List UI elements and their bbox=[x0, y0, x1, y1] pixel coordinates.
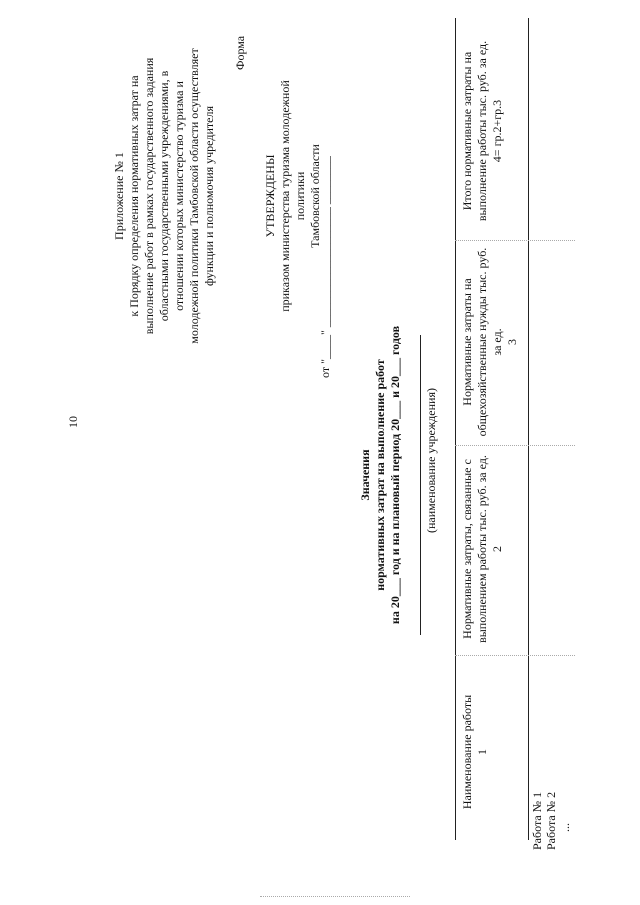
table-col-divider-1 bbox=[455, 655, 575, 656]
table-header-3 bbox=[460, 244, 520, 440]
scan-artifact-line bbox=[260, 896, 410, 897]
approval-line-1: приказом министерства туризма молодежной политики bbox=[278, 80, 307, 312]
appendix-line-6: функции и полномочия учредителя bbox=[202, 106, 216, 286]
appendix-title: Приложение № 1 bbox=[112, 152, 126, 240]
header-4-text: Итого нормативные затраты на выполнение работы тыс. руб. за ед. bbox=[460, 40, 489, 222]
table-header-4 bbox=[460, 28, 505, 234]
approval-block bbox=[263, 56, 323, 336]
appendix-line-2: выполнение работ в рамках государственного задания bbox=[142, 57, 156, 335]
table-col-divider-2 bbox=[455, 445, 575, 446]
header-2-text: Нормативные затраты, связанные с выполнением работы тыс. руб. за ед. bbox=[460, 455, 489, 643]
header-4-number: 4= гр.2+гр.3 bbox=[490, 99, 504, 163]
header-2-number: 2 bbox=[490, 546, 504, 552]
table-header-line bbox=[455, 18, 456, 840]
approval-date-line: от "____" ____________________ ________ bbox=[318, 156, 332, 378]
table-header-bottom-line bbox=[528, 18, 529, 840]
header-1-text: Наименование работы bbox=[460, 694, 474, 810]
approval-title: УТВЕРЖДЕНЫ bbox=[263, 154, 277, 238]
page-number: 10 bbox=[66, 416, 80, 428]
table-header-1 bbox=[460, 668, 490, 836]
table-row: ... bbox=[558, 823, 572, 832]
institution-underline bbox=[420, 335, 421, 635]
heading-line-2: нормативных затрат на выполнение работ bbox=[373, 359, 387, 591]
appendix-line-4: отношении которых министерство туризма и bbox=[172, 81, 186, 311]
form-label: Форма bbox=[233, 35, 247, 70]
table-row: Работа № 2 bbox=[544, 791, 558, 850]
heading-line-3: на 20___ год и на плановый период 20___ и 20___ годов bbox=[388, 325, 402, 625]
table-col-divider-3 bbox=[455, 240, 575, 241]
heading-block bbox=[358, 325, 403, 625]
header-3-text: Нормативные затраты на общехозяйственные нужды тыс. руб. за ед. bbox=[460, 247, 504, 437]
institution-caption: (наименование учреждения) bbox=[424, 388, 438, 533]
appendix-block bbox=[112, 36, 217, 356]
approval-line-2: Тамбовской области bbox=[308, 144, 322, 248]
header-1-number: 1 bbox=[475, 749, 489, 755]
table-row: Работа № 1 bbox=[530, 791, 544, 850]
table-header-2 bbox=[460, 451, 505, 647]
appendix-line-5: молодежной политики Тамбовской области осуществляет bbox=[187, 48, 201, 344]
appendix-line-1: к Порядку определения нормативных затрат на bbox=[127, 75, 141, 317]
heading-line-1: Значения bbox=[358, 449, 372, 501]
header-3-number: 3 bbox=[505, 339, 519, 345]
appendix-line-3: областными государственными учреждениями, в bbox=[157, 70, 171, 322]
